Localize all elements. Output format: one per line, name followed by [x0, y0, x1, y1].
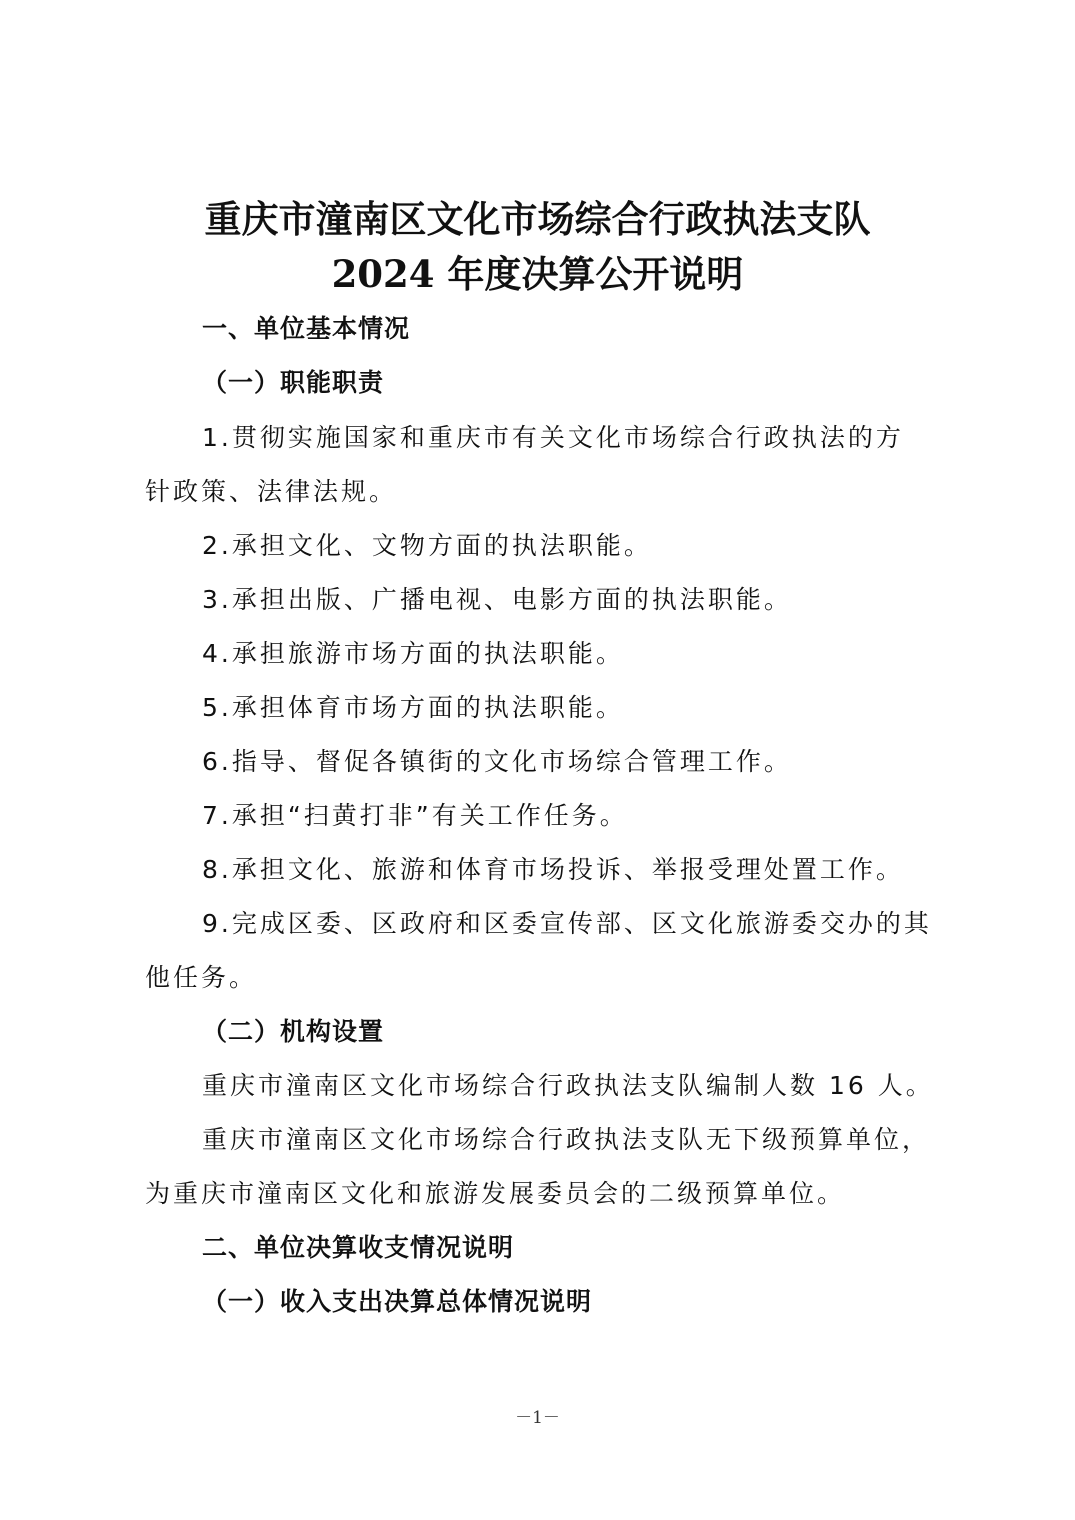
duty-item-1: 1.贯彻实施国家和重庆市有关文化市场综合行政执法的方: [202, 423, 904, 452]
duty-item-5: 5.承担体育市场方面的执法职能。: [202, 693, 624, 722]
duty-item-3: 3.承担出版、广播电视、电影方面的执法职能。: [202, 585, 792, 614]
subsection-heading-organization: （二）机构设置: [202, 1017, 385, 1046]
org-budget-unit-text: 重庆市潼南区文化市场综合行政执法支队无下级预算单位，: [202, 1125, 931, 1154]
duty-item-1-continued: 针政策、法律法规。: [145, 477, 398, 506]
subsection-heading-duties: （一）职能职责: [202, 368, 385, 397]
duty-item-4: 4.承担旅游市场方面的执法职能。: [202, 639, 624, 668]
document-title-line-1: 重庆市潼南区文化市场综合行政执法支队: [204, 197, 871, 241]
page-number: －1－: [515, 1408, 560, 1428]
duty-item-6: 6.指导、督促各镇街的文化市场综合管理工作。: [202, 747, 792, 776]
duty-item-9: 9.完成区委、区政府和区委宣传部、区文化旅游委交办的其: [202, 909, 932, 938]
subsection-heading-income-expense: （一）收入支出决算总体情况说明: [202, 1287, 593, 1316]
org-staffing-text: 重庆市潼南区文化市场综合行政执法支队编制人数 16 人。: [202, 1071, 934, 1100]
duty-item-2: 2.承担文化、文物方面的执法职能。: [202, 531, 652, 560]
org-budget-unit-text-continued: 为重庆市潼南区文化和旅游发展委员会的二级预算单位。: [145, 1179, 846, 1208]
duty-item-8: 8.承担文化、旅游和体育市场投诉、举报受理处置工作。: [202, 855, 904, 884]
document-title-line-2: 2024 年度决算公开说明: [331, 252, 744, 296]
duty-item-7: 7.承担“扫黄打非”有关工作任务。: [202, 801, 628, 830]
section-heading-basic-info: 一、单位基本情况: [202, 314, 411, 343]
duty-item-9-continued: 他任务。: [145, 963, 258, 992]
section-heading-final-accounts: 二、单位决算收支情况说明: [202, 1233, 515, 1262]
